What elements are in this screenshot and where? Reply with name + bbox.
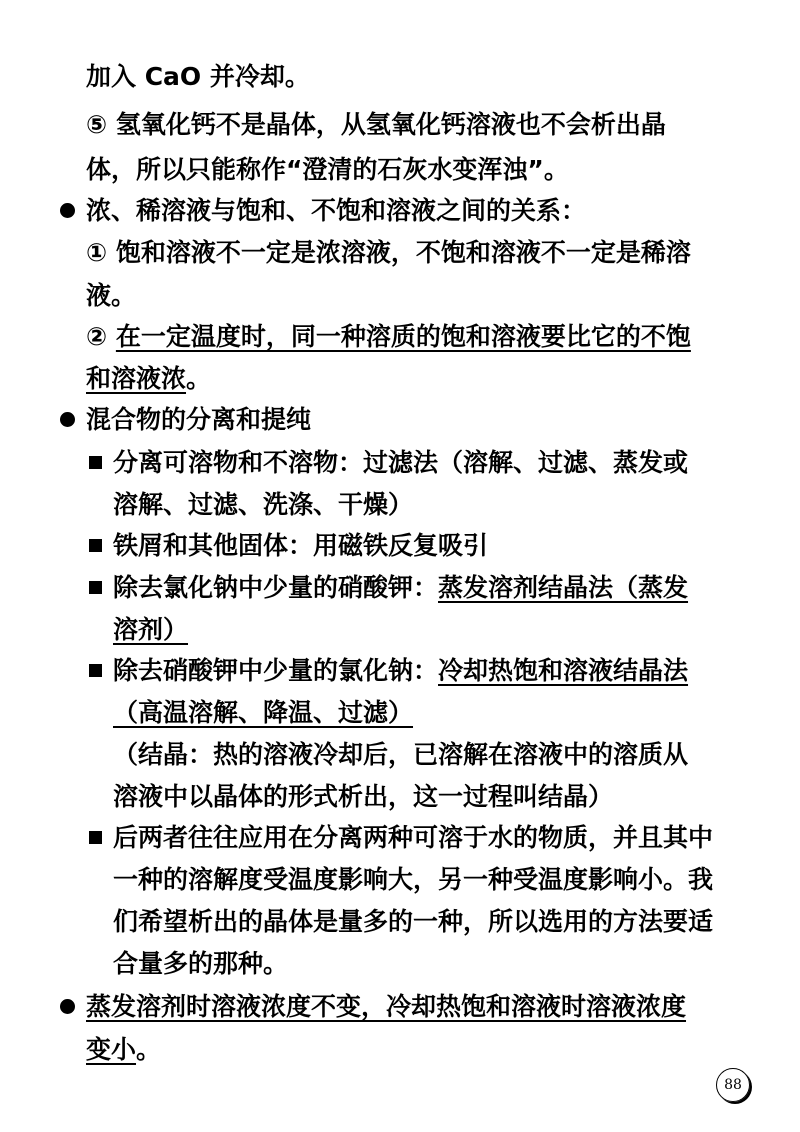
bullet-dot-icon — [60, 203, 75, 218]
underlined-text: 溶剂） — [113, 615, 189, 644]
text-line — [86, 362, 211, 396]
text-span: 后两者往往应用在分离两种可溶于水的物质，并且其中 — [113, 823, 714, 852]
text-span: （结晶：热的溶液冷却后，已溶解在溶液中的溶质从 — [113, 740, 689, 769]
text-line — [113, 905, 713, 939]
bullet-square-icon — [89, 664, 102, 677]
text-span: 分离可溶物和不溶物：过滤法（溶解、过滤、蒸发或 — [113, 448, 689, 477]
underlined-text: 在一定温度时，同一种溶质的饱和溶液要比它的不饱 — [115, 322, 691, 351]
bullet-square-icon — [89, 456, 102, 469]
bullet-dot-icon — [60, 412, 75, 427]
text-line — [113, 488, 413, 522]
text-line — [86, 990, 686, 1024]
bullet-heading — [86, 403, 311, 437]
text-span: ② — [86, 322, 108, 351]
underlined-text: （高温溶解、降温、过滤） — [113, 698, 414, 727]
text-line — [86, 236, 691, 270]
bullet-square-icon — [89, 581, 102, 594]
text-span: 溶解、过滤、洗涤、干燥） — [113, 490, 414, 519]
text-span: 混合物的分离和提纯 — [86, 405, 312, 434]
underlined-text: 蒸发溶剂结晶法（蒸发 — [438, 573, 689, 602]
text-line — [113, 780, 613, 814]
text-line — [86, 60, 310, 94]
text-span: 铁屑和其他固体：用磁铁反复吸引 — [113, 531, 489, 560]
text-span: 。 — [136, 1035, 162, 1064]
text-span: 液。 — [86, 281, 137, 310]
underlined-text: 蒸发溶剂时溶液浓度不变，冷却热饱和溶液时溶液浓度 — [86, 992, 687, 1021]
text-line — [113, 613, 188, 647]
underlined-text: 变小 — [86, 1035, 137, 1064]
text-span: ⑤ 氢氧化钙不是晶体，从氢氧化钙溶液也不会析出晶 — [86, 110, 666, 139]
text-span: ① 饱和溶液不一定是浓溶液，不饱和溶液不一定是稀溶 — [86, 238, 691, 267]
text-span: 浓、稀溶液与饱和、不饱和溶液之间的关系： — [86, 196, 587, 225]
text-line — [86, 320, 691, 354]
text-line — [113, 863, 713, 897]
bullet-heading — [86, 194, 586, 228]
text-span: 溶液中以晶体的形式析出，这一过程叫结晶） — [113, 782, 614, 811]
text-line — [113, 821, 713, 855]
underlined-text: 冷却热饱和溶液结晶法 — [438, 656, 689, 685]
text-line — [113, 696, 413, 730]
text-line — [113, 738, 688, 772]
text-span: 除去硝酸钾中少量的氯化钠： — [113, 656, 439, 685]
text-span: 体，所以只能称作“澄清的石灰水变浑浊”。 — [86, 155, 569, 184]
text-line — [113, 947, 288, 981]
text-line — [86, 279, 136, 313]
underlined-text: 和溶液浓 — [86, 364, 187, 393]
text-line — [86, 1033, 161, 1067]
text-line — [113, 571, 688, 605]
text-line — [113, 529, 488, 563]
text-span: 加入 CaO 并冷却。 — [86, 62, 310, 91]
text-line — [113, 654, 688, 688]
text-span: 。 — [186, 364, 212, 393]
text-span: 除去氯化钠中少量的硝酸钾： — [113, 573, 439, 602]
text-line — [86, 153, 569, 187]
bullet-dot-icon — [60, 999, 75, 1014]
bullet-square-icon — [89, 539, 102, 552]
bullet-square-icon — [89, 831, 102, 844]
text-span: 一种的溶解度受温度影响大，另一种受温度影响小。我 — [113, 865, 714, 894]
text-line — [113, 446, 688, 480]
page-number: 88 — [716, 1068, 750, 1102]
text-line — [86, 108, 666, 142]
text-span: 合量多的那种。 — [113, 949, 289, 978]
text-span: 们希望析出的晶体是量多的一种，所以选用的方法要适 — [113, 907, 714, 936]
